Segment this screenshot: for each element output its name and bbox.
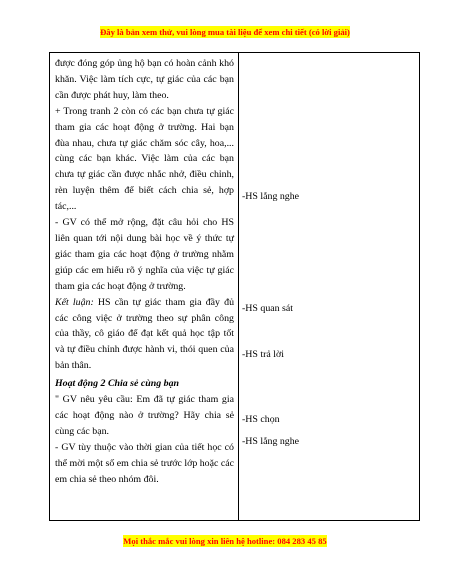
teacher-activities-cell [50,53,239,521]
conclusion-label: Kết luận: [55,296,94,308]
paragraph-sharing-instructions: - GV tùy thuộc vào thời gian của tiết học có thể mời một số em chia sẻ trước lớp hoặc các em chia sẻ theo nhóm đôi. [55,441,234,485]
paragraph-positive-example: được đóng góp ủng hộ bạn có hoàn cảnh khó khăn. Việc làm tích cực, tự giác của các bạn cần được phát huy, làm theo. [55,58,234,101]
student-activities-cell [239,53,420,521]
student-response-listen-2: -HS lắng nghe [242,436,300,447]
student-response-observe: -HS quan sát [242,303,294,314]
student-response-choose: -HS chọn [242,414,280,425]
paragraph-picture-2: + Trong tranh 2 còn có các bạn chưa tự giác tham gia các hoạt động ở trường. Hai bạn đùa nhau, chưa tự giác chăm sóc cây, hoa,... cùng các bạn khác. Việc làm của các bạn chưa tự giác cần được nhắc nhở, điều chỉnh, rèn luyện thêm để biết cách chia sẻ, hợp tác,... [55,105,234,213]
hotline-notice-banner: Mọi thắc mắc vui lòng xin liên hệ hotline: 084 283 45 85 [123,536,327,546]
paragraph-conclusion [55,295,234,375]
student-response-listen: -HS lắng nghe [242,191,300,202]
paragraph-teacher-request: " GV nêu yêu cầu: Em đã tự giác tham gia các hoạt động nào ở trường? Hãy chia sẻ cùng các bạn. [55,394,234,437]
conclusion-text: HS cần tự giác tham gia đầy đủ các công việc ở trường theo sự phân công của thầy, cô giáo để đạt kết quả học tập tốt và tự điều chỉnh được hành vi, thói quen của bản thân. [55,296,235,372]
lesson-plan-table [49,52,420,521]
activity-2-heading: Hoạt động 2 Chia sẻ cùng bạn [55,378,180,390]
paragraph-teacher-extension: - GV có thể mở rộng, đặt câu hỏi cho HS liên quan tới nội dung bài học về ý thức tự giác tham gia các hoạt động ở trường nhằm giúp các em hiểu rõ ý nghĩa của việc tự giác tham gia các hoạt động ở trường. [55,217,234,292]
student-response-answer: -HS trả lời [242,349,284,360]
preview-notice-banner: Đây là bản xem thử, vui lòng mua tài liệu để xem chi tiết (có lời giải) [100,27,350,37]
